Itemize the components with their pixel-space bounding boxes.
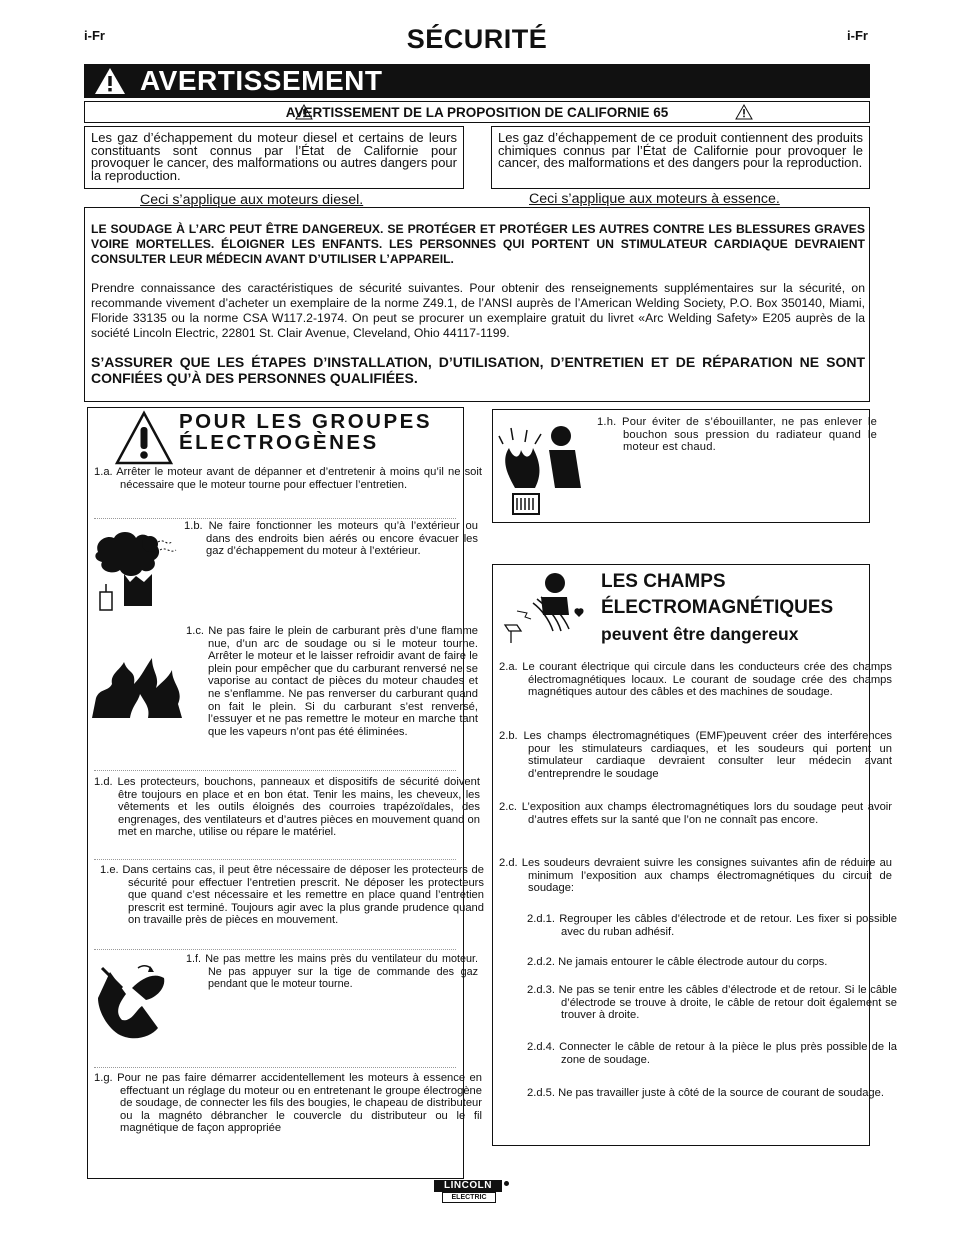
item-2d4: 2.d.4. Connecter le câble de retour à la pièce le plus près possible de la zone de soudage. <box>527 1041 897 1066</box>
page-code-right: i-Fr <box>847 28 868 43</box>
generators-section <box>87 407 484 1179</box>
exhaust-gas-icon <box>92 524 184 612</box>
emf-welder-icon <box>497 569 593 649</box>
warning-triangle-icon <box>114 410 174 466</box>
info-paragraph: Prendre connaissance des caractéristiques de sécurité suivantes. Pour obtenir des renseignements supplémentaires sur la sécurité, on recommande vivement d’acheter un exemplaire de la norme Z49.1, de l’ANSI auprès de l’American Welding Society, P.O. Box 350140, Miami, Floride 33135 ou la norme CSA W117.2-1974. On peut se procurer un exemplaire gratuit du livret «Arc Welding Safety» E205 auprès de la société Lincoln Electric, 22801 St. Clair Avenue, Cleveland, Ohio 44117-1199. <box>91 281 865 340</box>
item-2d: 2.d. Les soudeurs devraient suivre les consignes suivantes afin de réduire au minimum l’exposition aux champs électromagnétiques du circuit de soudage: <box>499 857 893 895</box>
lincoln-electric-logo: LINCOLN ELECTRIC <box>432 1180 510 1204</box>
page-code-left: i-Fr <box>84 28 105 43</box>
gasoline-caption: Ceci s’applique aux moteurs à essence. <box>529 191 780 207</box>
warning-triangle-icon <box>735 104 753 120</box>
item-1f: 1.f. Ne pas mettre les mains près du ventilateur du moteur. Ne pas appuyer sur la tige de commande des gaz pendant que le moteur tourne. <box>186 953 478 991</box>
item-1e: 1.e. Dans certains cas, il peut être nécessaire de déposer les protecteurs de sécurité pour effectuer l’entretien prescrit. Ne déposer les protecteurs que quand c’est nécessaire et les remettre en place quand l’entretien prescrit est terminé. Toujours agir avec la plus grande prudence quand on travaille près de pièces en mouvement. <box>100 864 484 927</box>
item-1c: 1.c. Ne pas faire le plein de carburant près d’une flamme nue, d’un arc de soudage ou si le moteur tourne. Arrêter le moteur et le laisser refroidir avant de faire le plein pour empêcher que du carburant renversé ne se vaporise au contact de pièces du moteur chaudes et ne s’enflamme. Ne pas renverser du carburant quand on fait le plein. Si du carburant s’est renversé, l’essuyer et ne pas remettre le moteur en marche tant que les vapeurs n’ont pas été éliminées. <box>186 625 478 738</box>
divider <box>94 770 456 771</box>
diesel-warning-box <box>84 126 464 189</box>
fan-hand-icon <box>92 958 176 1044</box>
item-1a: 1.a. Arrêter le moteur avant de dépanner et d’entretenir à moins qu’il ne soit nécessaire que le moteur tourne pour effectuer l’entretien. <box>94 466 482 491</box>
emf-section <box>492 564 898 1146</box>
gasoline-warning-text: Les gaz d’échappement de ce produit contiennent des produits chimiques connus par l’État de Californie pour provoquer le cancer, des malformations et des dangers pour la reproduction. <box>498 130 863 170</box>
page-title: SÉCURITÉ <box>406 24 548 54</box>
divider <box>94 1067 456 1068</box>
diesel-caption: Ceci s’applique aux moteurs diesel. <box>140 192 364 208</box>
radiator-steam-icon <box>495 414 585 518</box>
item-1d: 1.d. Les protecteurs, bouchons, panneaux et dispositifs de sécurité doivent être toujours en place et en bon état. Tenir les mains, les cheveux, les vêtements et les outils éloignés des courroies trapézoïdales, des engrenages, des ventilateurs et d’autres pièces en mouvement quand on met en marche, utilise ou répare le matériel. <box>94 776 480 839</box>
warning-banner <box>84 64 870 98</box>
generators-title: POUR LES GROUPES ÉLECTROGÈNES <box>179 410 433 454</box>
warning-title: AVERTISSEMENT <box>140 65 383 96</box>
item-2d1: 2.d.1. Regrouper les câbles d’électrode et de retour. Les fixer si possible avec du ruban adhésif. <box>527 913 898 938</box>
item-2b: 2.b. Les champs électromagnétiques (EMF)peuvent créer des interférences pour les stimulateurs cardiaques, et les soudeurs qui portent un stimulateur cardiaque devraient consulter leur médecin avant d’entreprendre le soudage <box>499 730 893 780</box>
divider <box>94 949 456 950</box>
prop65-heading-box <box>84 101 870 123</box>
general-warning-box <box>84 207 870 402</box>
item-1b: 1.b. Ne faire fonctionner les moteurs qu’à l’extérieur ou dans des endroits bien aérés ou encore évacuer les gaz d’échappement du moteur à l’extérieur. <box>184 520 478 558</box>
fire-flame-icon <box>90 648 186 720</box>
item-2c: 2.c. L’exposition aux champs électromagnétiques lors du soudage peut avoir d’autres effets sur la santé que l’on ne connaît pas encore. <box>499 801 893 826</box>
item-2d2: 2.d.2. Ne jamais entourer le câble électrode autour du corps. <box>527 956 828 968</box>
qualified-statement: S’ASSURER QUE LES ÉTAPES D’INSTALLATION, D’UTILISATION, D’ENTRETIEN ET DE RÉPARATION NE SONT CONFIÉES QU’À DES PERSONNES QUALIFIÉES. <box>91 354 865 386</box>
diesel-warning-text: Les gaz d’échappement du moteur diesel et certains de leurs constituants sont connus par l’État de Californie pour provoquer le cancer, des malformations ou autres dangers pour la reproduction. <box>91 130 457 183</box>
item-1h: 1.h. Pour éviter de s’ébouillanter, ne pas enlever le bouchon sous pression du radiateur quand le moteur est chaud. <box>597 416 877 454</box>
prop65-heading: AVERTISSEMENT DE LA PROPOSITION DE CALIFORNIE 65 <box>285 105 669 120</box>
item-1g: 1.g. Pour ne pas faire démarrer accidentellement les moteurs à essence en effectuant un réglage du moteur ou en entretenant le groupe électrogène de soudage, de connecter les fils des bougies, le chapeau de distributeur ou la magnéto débrancher le couvercle du distributeur ou le fil magnétique de façon appropriée <box>94 1072 482 1135</box>
emf-title: LES CHAMPS ÉLECTROMAGNÉTIQUES peuvent être dangereux <box>601 571 834 644</box>
divider <box>94 518 456 519</box>
divider <box>94 859 456 860</box>
item-2d3: 2.d.3. Ne pas se tenir entre les câbles d’électrode et de retour. Si le câble d’électrode se trouve à droite, le câble de retour doit également se trouver à droite. <box>527 984 897 1022</box>
radiator-section <box>492 409 877 523</box>
warning-triangle-icon <box>93 66 127 96</box>
item-2d5: 2.d.5. Ne pas travailler juste à côté de la source de courant de soudage. <box>527 1087 884 1099</box>
danger-statement: LE SOUDAGE À L’ARC PEUT ÊTRE DANGEREUX. SE PROTÉGER ET PROTÉGER LES AUTRES CONTRE LES BLESSURES GRAVES VOIRE MORTELLES. ÉLOIGNER LES ENFANTS. LES PERSONNES QUI PORTENT UN STIMULATEUR CARDIAQUE DEVRAIENT CONSULTER LEUR MÉDECIN AVANT D’UTILISER L’APPAREIL. <box>91 222 865 266</box>
item-2a: 2.a. Le courant électrique qui circule dans les conducteurs crée des champs électromagnétiques locaux. Le courant de soudage crée des champs magnétiques autour des câbles et des machines de soudage. <box>499 661 892 699</box>
gasoline-warning-box <box>491 126 870 189</box>
